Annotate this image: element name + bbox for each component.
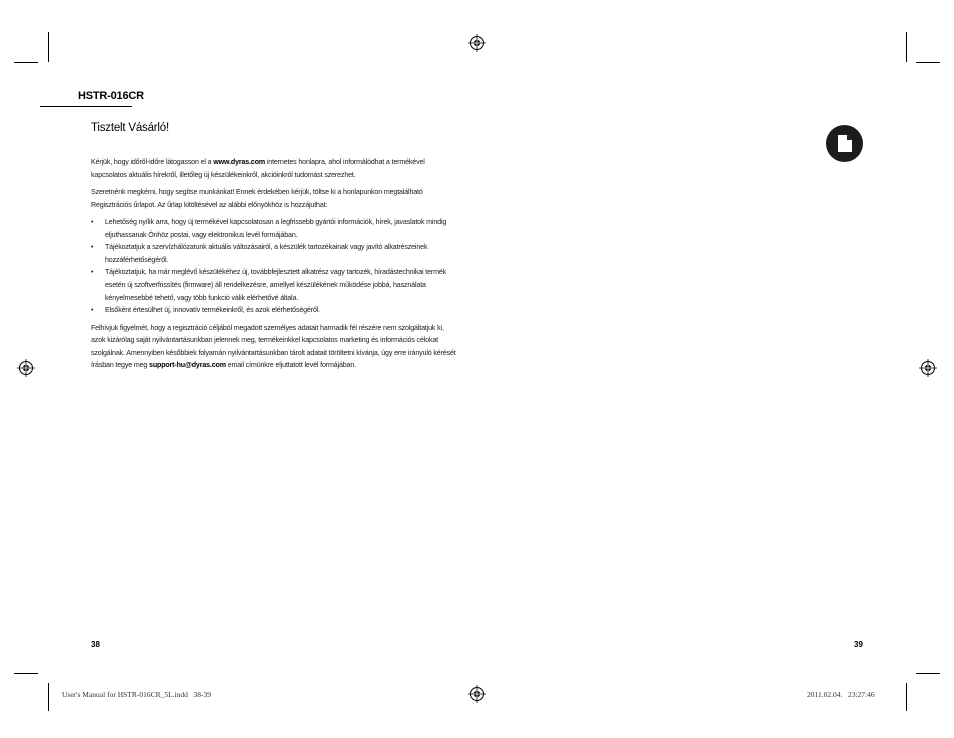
header-rule [40,106,132,107]
timestamp-slug: 2011.02.04. 23:27:46 [807,690,875,699]
benefits-list [91,216,456,317]
registration-mark-icon [468,34,486,52]
crop-mark [916,673,940,674]
website-link: www.dyras.com [213,158,266,166]
body-text [91,156,456,377]
model-header: HSTR-016CR [78,90,144,102]
list-item: • Tájékoztatjuk, ha már meglévő készülékéhez új, továbbfejlesztett alkatrész vagy tartozék, híradástechnikai termék esetén új szoftverfrissítés (firmware) áll rendelkezésre, amellyel készülékének működése jobbá, használata kényelmesebbé tehető, vagy több funkció válik elérhetővé általa. [91,266,456,304]
crop-mark [14,62,38,63]
page-number-right: 39 [854,640,863,649]
file-slug: User's Manual for HSTR-016CR_5L.indd 38-39 [62,690,212,699]
section-badge [826,125,863,162]
crop-mark [48,683,49,711]
list-item: • Tájékoztatjuk a szervízhálózatunk aktuális változásairól, a készülék tartozékainak vagy javító alkatrészeinek hozzáférhetőségéről. [91,241,456,266]
support-email: support-hu@dyras.com [149,361,226,370]
registration-mark-icon [17,359,35,377]
paragraph-registration: Szeretnénk megkérni, hogy segítse munkánkat! Ennek érdekében kérjük, töltse ki a honlapunkon megtalálható Regisztrációs űrlapot. Az űrlap kitöltésével az alábbi előnyökhöz is hozzájuthat: [91,187,423,209]
registration-mark-icon [919,359,937,377]
page-number-left: 38 [91,640,100,649]
paragraph-privacy: Felhívjuk figyelmét, hogy a regisztráció céljából megadott személyes adatait harmadik fél részére nem szolgáltatjuk ki, azok kizárólag saját nyilvántartásunkban jelennek meg, termékeinkkel kapcsolatos marketing és információs célokat szolgálnak. Amennyiben későbbiek folyamán nyilvántartásunkban tárolt adatait töröltetni kívánja, úgy erre irányuló kérését írásban tegye meg support-hu@dyras.com email címünkre eljuttatott levél formájában. [91,323,456,370]
list-item: • Lehetőség nyílik arra, hogy új termékével kapcsolatosan a legfrissebb gyártói információk, hírek, javaslatok mindig eljuthassanak Önhöz postai, vagy elektronikus levél formájában. [91,216,456,241]
paragraph-visit-site: Kérjük, hogy időről-időre látogasson el a www.dyras.com internetes honlapra, ahol informálódhat a termékével kapcsolatos aktuális hírekről, illetőleg új készülékeinkről, akcióinkról tudomást szerezhet. [91,158,425,179]
crop-mark [48,32,49,62]
crop-mark [916,62,940,63]
crop-mark [906,683,907,711]
list-item: • Elsőként értesülhet új, innovatív termékeinkről, és azok elérhetőségéről. [91,304,456,317]
page-title: Tisztelt Vásárló! [91,122,169,134]
crop-mark [906,32,907,62]
document-icon [826,125,863,162]
crop-mark [14,673,38,674]
registration-mark-icon [468,685,486,703]
